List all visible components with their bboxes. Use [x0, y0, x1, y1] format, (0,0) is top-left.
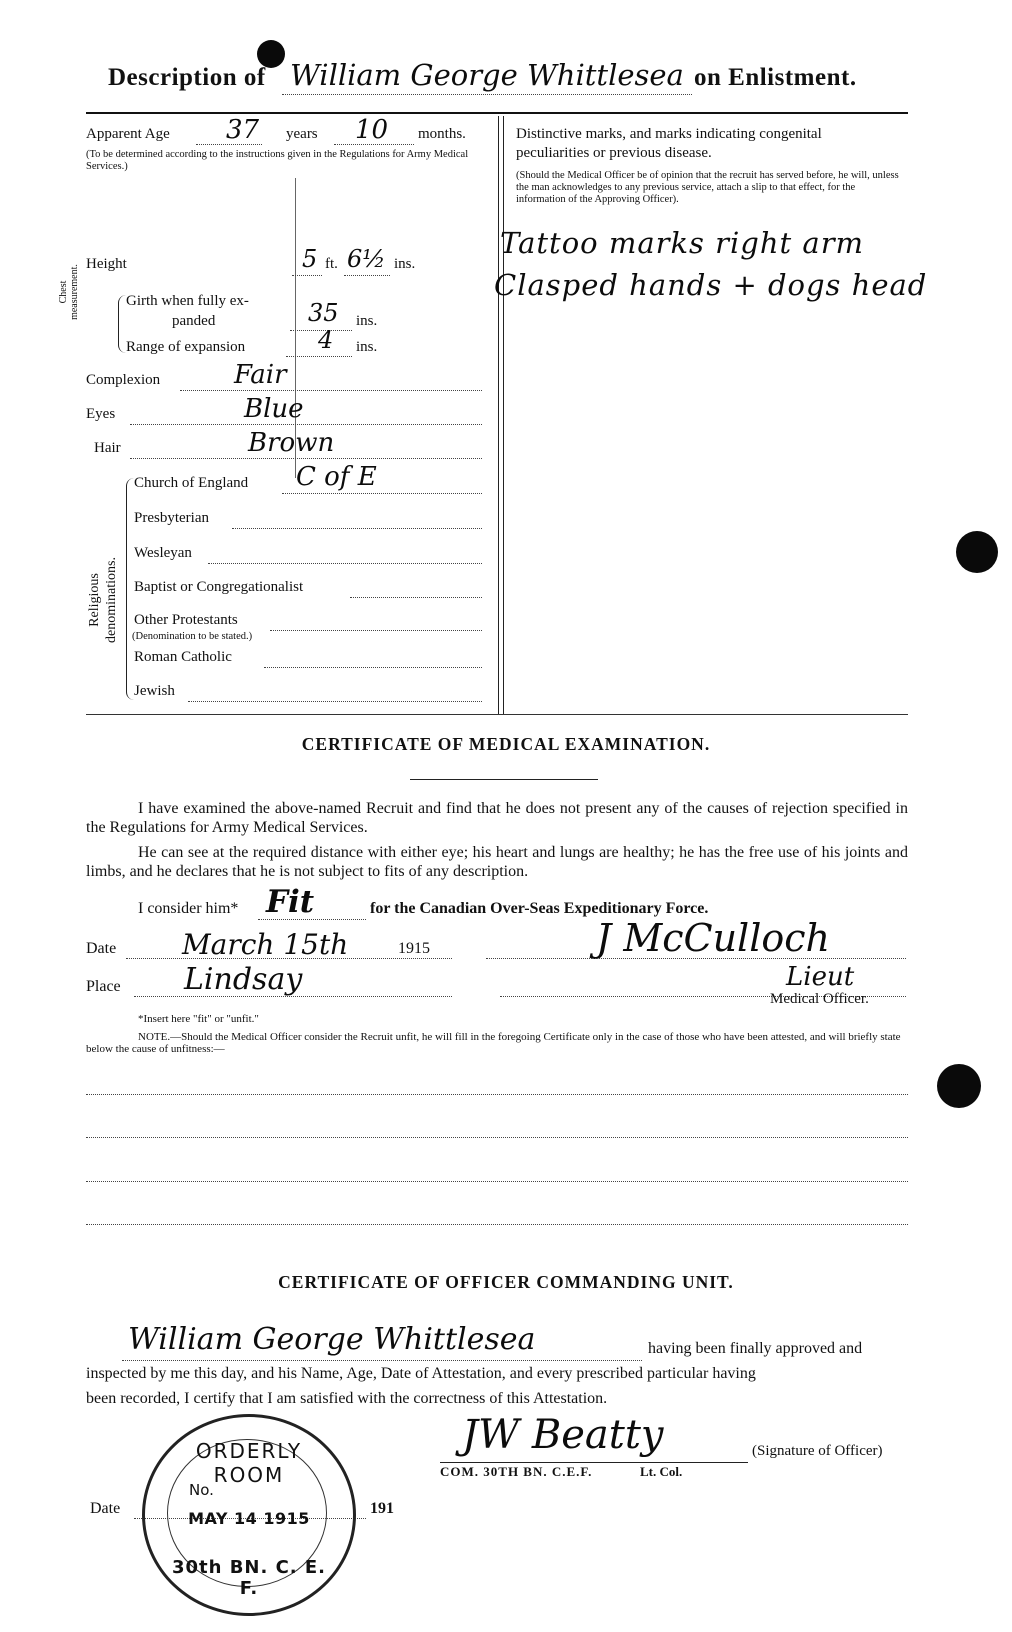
unfitness-line-2	[86, 1137, 908, 1138]
commanding-signature-label: (Signature of Officer)	[752, 1443, 883, 1459]
chest-side-label: Chest measurement.	[58, 264, 80, 320]
stamp-top-text: ORDERLY ROOM	[195, 1439, 303, 1487]
commanding-officer-signature: JW Beatty	[462, 1412, 664, 1458]
religion-roman-catholic-label: Roman Catholic	[134, 649, 232, 665]
commanding-signature-stamp: COM. 30TH BN. C.E.F.	[440, 1464, 593, 1479]
months-label: months.	[418, 126, 466, 142]
height-in-line	[344, 275, 390, 276]
punch-hole-right-upper	[956, 531, 998, 573]
eyes-line	[130, 424, 482, 425]
medical-place-value: Lindsay	[184, 962, 303, 997]
medical-paragraph-1: I have examined the above-named Recruit and find that he does not present any of the causes of rejection specified in the Regulations for Army Medical Services.	[86, 800, 908, 836]
religion-line-7	[188, 701, 482, 702]
stamp-bottom-text: 30th BN. C. E. F.	[171, 1557, 327, 1599]
religion-line-2	[232, 528, 482, 529]
column-divider-inner	[503, 116, 504, 714]
range-value: 4	[318, 326, 334, 354]
religion-wesleyan-label: Wesleyan	[134, 545, 192, 561]
complexion-label: Complexion	[86, 372, 161, 388]
religion-line-4	[350, 597, 482, 598]
range-label: Range of expansion	[126, 339, 246, 355]
religion-church-of-england-value: C of E	[296, 462, 377, 492]
header-name-line	[282, 94, 692, 95]
commanding-date-label: Date	[90, 1500, 121, 1517]
header-suffix: on Enlistment.	[694, 64, 857, 91]
medical-officer-rank: Lieut	[786, 962, 855, 992]
eyes-value: Blue	[244, 394, 304, 424]
distinctive-marks-heading-2: peculiarities or previous disease.	[516, 145, 712, 161]
height-in-value: 6½	[347, 245, 386, 273]
distinctive-marks-line-2: Clasped hands + dogs head	[494, 268, 928, 302]
religion-baptist-label: Baptist or Congregationalist	[134, 579, 304, 595]
complexion-line	[180, 390, 482, 391]
consider-prefix: I consider him*	[138, 900, 239, 917]
medical-place-line	[134, 996, 452, 997]
medical-officer-signature: J McCulloch	[596, 916, 830, 960]
unfitness-line-1	[86, 1094, 908, 1095]
religion-presbyterian-label: Presbyterian	[134, 510, 209, 526]
orderly-room-stamp	[142, 1414, 356, 1616]
header-prefix: Description of	[108, 64, 266, 91]
apparent-age-label: Apparent Age	[86, 126, 170, 142]
header-rule	[86, 112, 908, 114]
medical-title-rule	[410, 779, 598, 780]
commanding-signature-rank: Lt. Col.	[640, 1464, 683, 1479]
section-rule	[86, 714, 908, 715]
age-years-line	[196, 144, 262, 145]
hair-label: Hair	[94, 440, 121, 456]
age-note: (To be determined according to the instructions given in the Regulations for Army Medical Services.)	[86, 149, 469, 172]
range-unit: ins.	[356, 339, 378, 355]
distinctive-marks-heading-1: Distinctive marks, and marks indicating congenital	[516, 126, 822, 142]
age-months-value: 10	[355, 115, 389, 145]
commanding-date-year: 191	[370, 1500, 394, 1517]
medical-place-label: Place	[86, 978, 121, 995]
distinctive-marks-line-1: Tattoo marks right arm	[500, 226, 865, 260]
religion-jewish-label: Jewish	[134, 683, 175, 699]
medical-officer-label: Medical Officer.	[770, 991, 869, 1007]
commanding-name-line	[122, 1360, 642, 1361]
consider-suffix: for the Canadian Over-Seas Expeditionary Force.	[370, 900, 709, 917]
girth-label-1: Girth when fully ex-	[126, 293, 249, 309]
height-ft-value: 5	[302, 245, 318, 273]
commanding-text-1: having been finally approved and	[648, 1340, 863, 1357]
medical-certificate-title: CERTIFICATE OF MEDICAL EXAMINATION.	[301, 734, 711, 754]
ft-label: ft.	[325, 256, 338, 272]
medical-date-line	[126, 958, 452, 959]
stamp-number-label: No.	[189, 1481, 214, 1499]
column-divider	[498, 116, 499, 714]
height-ft-line	[292, 275, 322, 276]
height-label: Height	[86, 256, 127, 272]
religion-line-5	[270, 630, 482, 631]
complexion-value: Fair	[234, 360, 287, 390]
girth-label-2: panded	[172, 313, 216, 329]
religion-other-protestants-label: Other Protestants	[134, 612, 238, 628]
commanding-text-3: been recorded, I certify that I am satisfied with the correctness of this Attestation.	[86, 1390, 608, 1407]
medical-paragraph-2: He can see at the required distance with either eye; his heart and lungs are healthy; he has the free use of his joints and limbs, and he declares that he is not subject to fits of any description.	[86, 844, 908, 880]
hair-value: Brown	[248, 428, 335, 458]
commanding-text-2: inspected by me this day, and his Name, Age, Date of Attestation, and every prescribed particular having	[86, 1365, 756, 1382]
unfitness-line-4	[86, 1224, 908, 1225]
unfitness-line-3	[86, 1181, 908, 1182]
stamp-date: MAY 14 1915	[188, 1509, 310, 1528]
commanding-signature-line	[440, 1462, 748, 1463]
commanding-certificate-title: CERTIFICATE OF OFFICER COMMANDING UNIT.	[278, 1272, 734, 1292]
medical-date-value: March 15th	[182, 928, 349, 961]
consider-line	[258, 919, 366, 920]
header-name: William George Whittlesea	[290, 58, 684, 92]
medical-date-label: Date	[86, 940, 117, 957]
range-line	[286, 356, 352, 357]
hair-line	[130, 458, 482, 459]
girth-unit: ins.	[356, 313, 378, 329]
religion-side-label: Religious denominations.	[87, 557, 119, 643]
medical-signature-line	[486, 958, 906, 959]
eyes-label: Eyes	[86, 406, 116, 422]
distinctive-marks-note: (Should the Medical Officer be of opinion that the recruit has served before, he will, unless the man acknowledges to any previous service, attach a slip to that effect, for the information of the Approving Officer).	[516, 170, 899, 205]
years-label: years	[286, 126, 318, 142]
punch-hole-right-lower	[937, 1064, 981, 1108]
medical-date-year: 1915	[398, 940, 430, 957]
ins-label: ins.	[394, 256, 416, 272]
age-months-line	[334, 144, 414, 145]
unfit-note: NOTE.—Should the Medical Officer consider the Recruit unfit, he will fill in the foregoing Certificate only in the case of those who have been attested, and will briefly state below the cause of unfitness:—	[86, 1031, 901, 1055]
age-years-value: 37	[226, 115, 260, 145]
commanding-recruit-name: William George Whittlesea	[128, 1322, 536, 1357]
consider-value: Fit	[266, 884, 315, 920]
insert-note: *Insert here "fit" or "unfit."	[138, 1013, 259, 1025]
religion-line-1	[282, 493, 482, 494]
religion-line-6	[264, 667, 482, 668]
religion-church-of-england-label: Church of England	[134, 475, 249, 491]
denomination-note: (Denomination to be stated.)	[132, 631, 253, 642]
girth-value: 35	[308, 299, 339, 327]
religion-line-3	[208, 563, 482, 564]
